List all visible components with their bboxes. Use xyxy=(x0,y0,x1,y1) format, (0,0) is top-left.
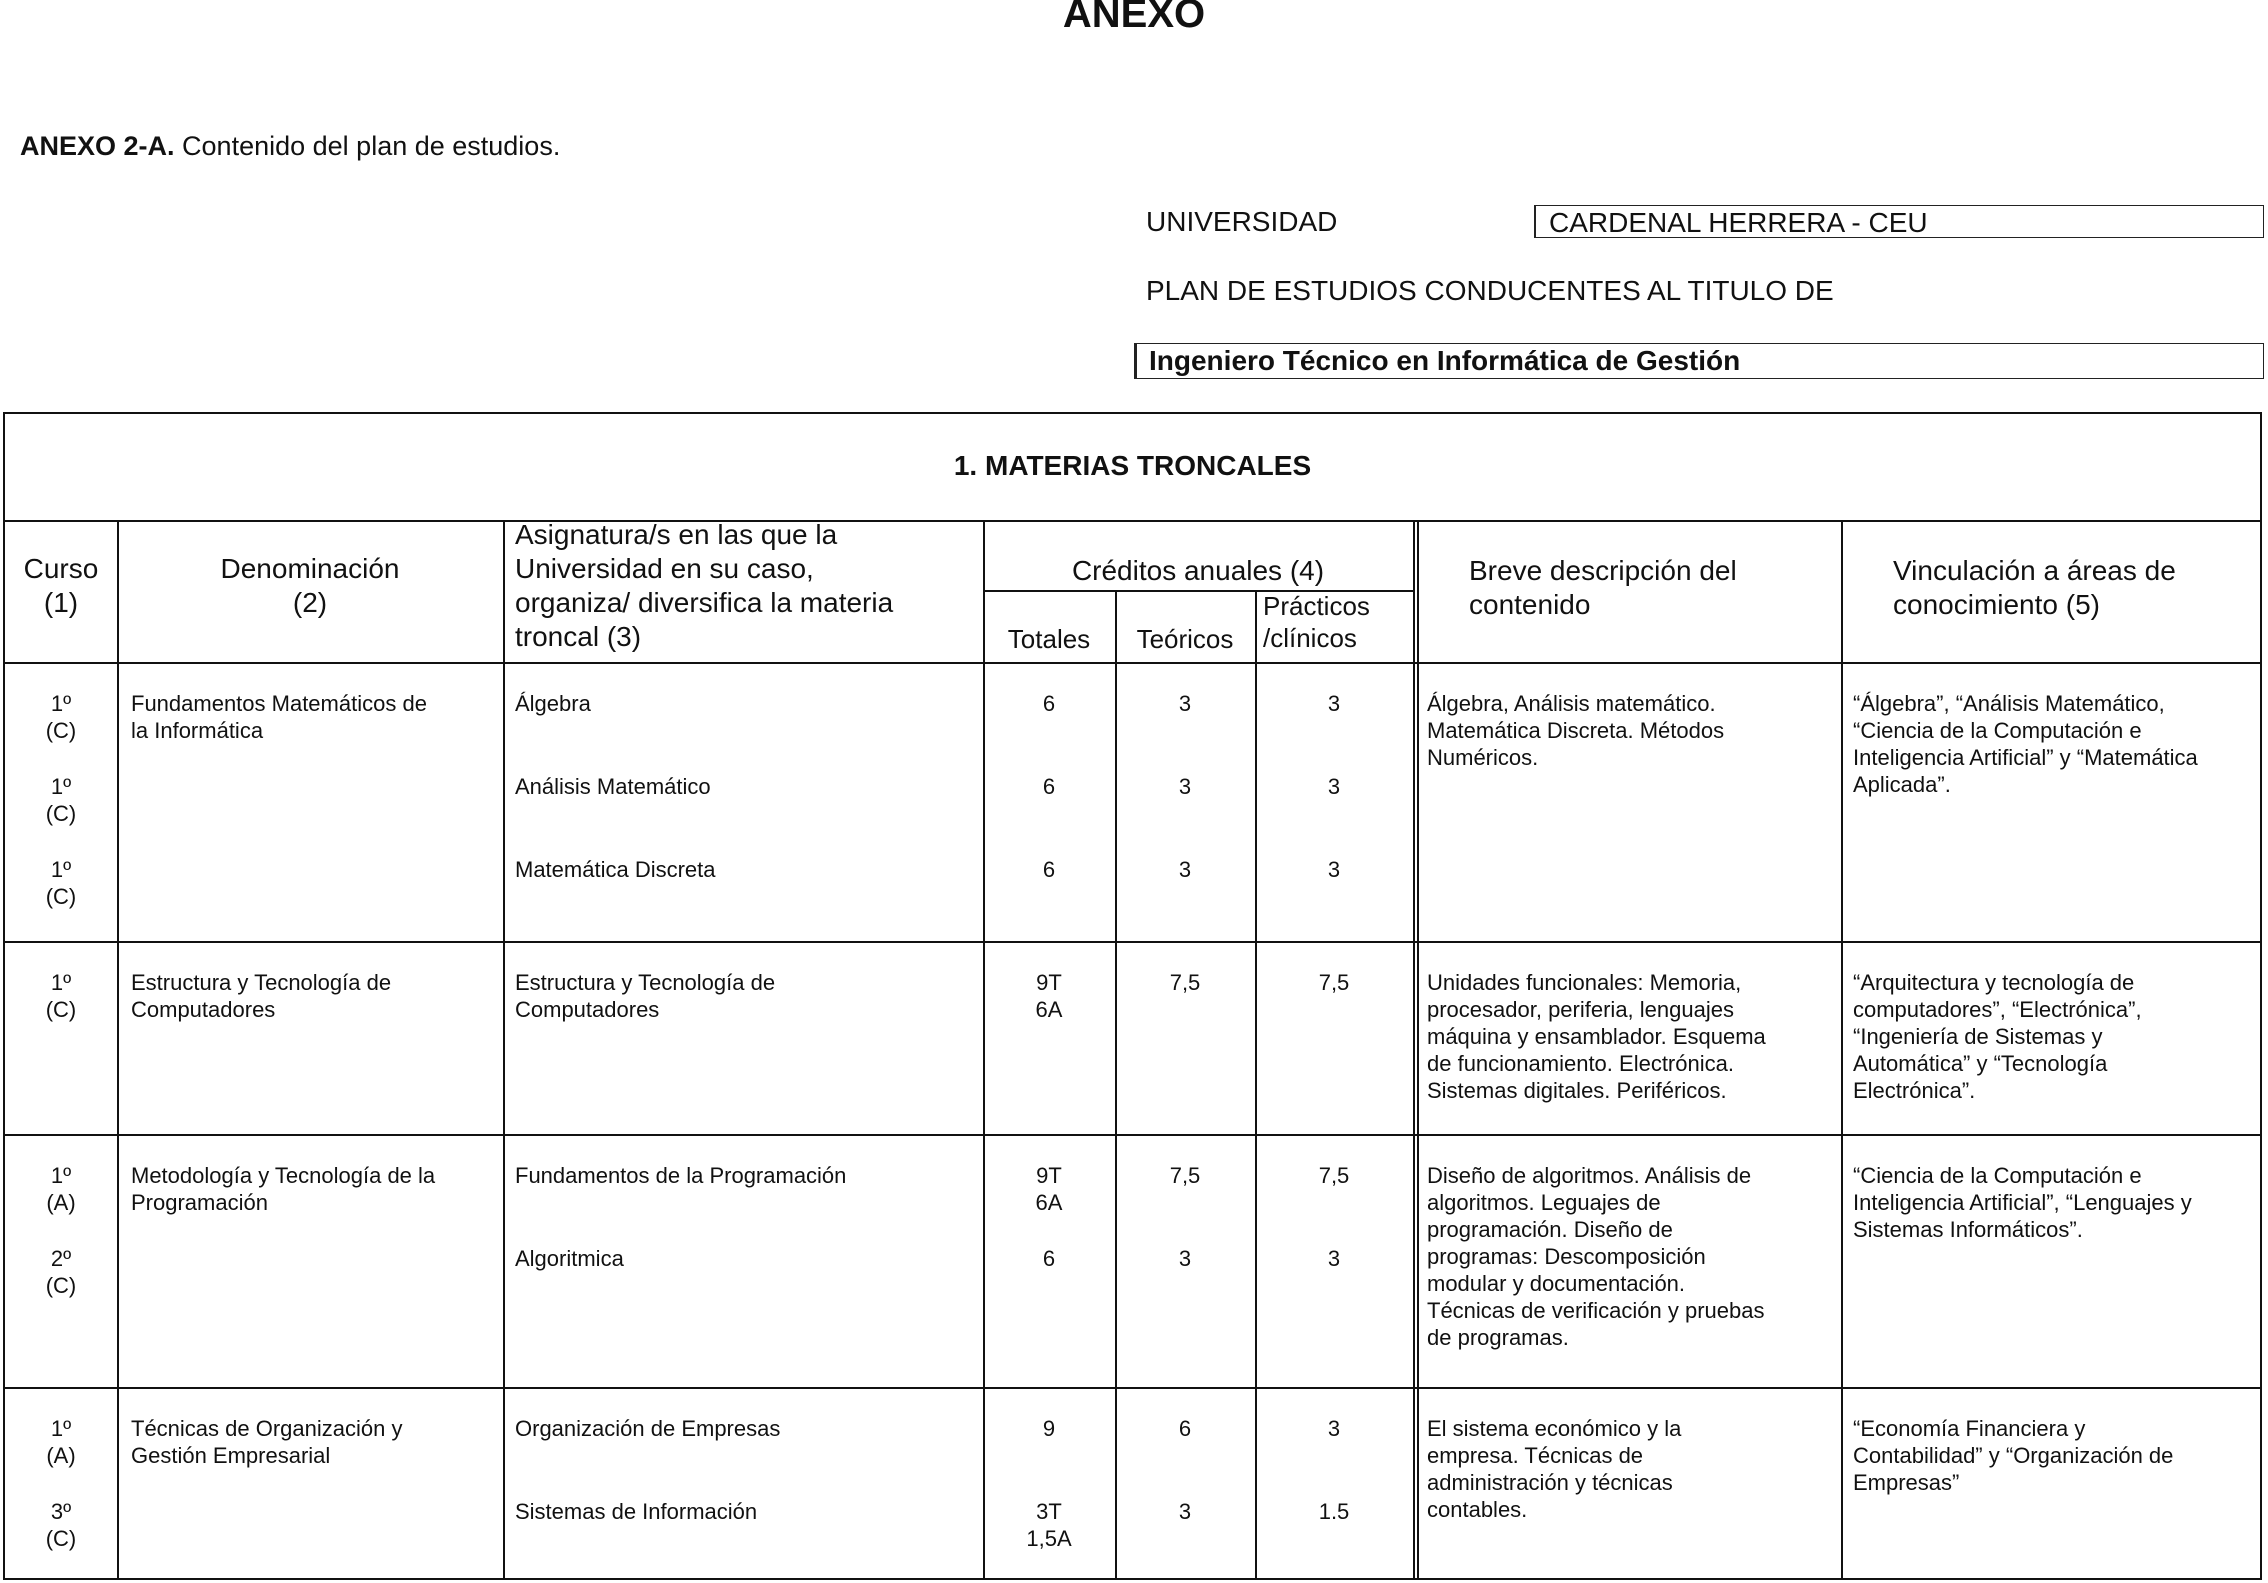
table-rule xyxy=(5,941,2260,943)
descripcion-cell: Álgebra, Análisis matemático. Matemática Discreta. Métodos Numéricos. xyxy=(1427,691,1725,770)
curso-cell: 2º (C) xyxy=(45,1246,77,1298)
teoricos-cell: 7,5 xyxy=(1169,1163,1201,1188)
totales-cell: 3T 1,5A xyxy=(1026,1499,1072,1551)
totales-cell: 6 xyxy=(1042,691,1056,716)
vinculacion-cell: “Álgebra”, “Análisis Matemático, “Ciencia de la Computación e Inteligencia Artificial” y “Matemática Aplicada”. xyxy=(1853,691,2198,797)
teoricos-cell: 3 xyxy=(1178,857,1192,882)
totales-cell: 9T 6A xyxy=(1035,1163,1063,1215)
page-title: ANEXO xyxy=(1062,0,1206,36)
vinculacion-cell: “Arquitectura y tecnología de computadores”, “Electrónica”, “Ingeniería de Sistemas y Automática” y “Tecnología Electrónica”. xyxy=(1853,970,2142,1103)
teoricos-cell: 3 xyxy=(1178,1499,1192,1524)
vinculacion-cell: “Ciencia de la Computación e Inteligencia Artificial”, “Lenguajes y Sistemas Informáticos”. xyxy=(1853,1163,2192,1242)
vinculacion-cell: “Economía Financiera y Contabilidad” y “Organización de Empresas” xyxy=(1853,1416,2174,1495)
descripcion-cell: Diseño de algoritmos. Análisis de algoritmos. Leguajes de programación. Diseño de programas: Descomposición modular y documentación. Técnicas de verificación y pruebas de programas. xyxy=(1427,1163,1765,1350)
asignatura-cell: Sistemas de Información xyxy=(515,1499,758,1524)
practicos-cell: 3 xyxy=(1327,1246,1341,1271)
practicos-cell: 3 xyxy=(1327,774,1341,799)
curso-cell: 3º (C) xyxy=(45,1499,77,1551)
asignatura-cell: Algoritmica xyxy=(515,1246,624,1271)
column-rule xyxy=(1417,520,1419,1580)
totales-cell: 6 xyxy=(1042,774,1056,799)
table-rule xyxy=(5,662,2260,664)
curso-cell: 1º (A) xyxy=(46,1416,76,1468)
asignatura-cell: Matemática Discreta xyxy=(515,857,716,882)
practicos-cell: 3 xyxy=(1327,857,1341,882)
totales-cell: 6 xyxy=(1042,857,1056,882)
denominacion-cell: Técnicas de Organización y Gestión Empresarial xyxy=(131,1416,403,1468)
denominacion-cell: Fundamentos Matemáticos de la Informática xyxy=(131,691,427,743)
teoricos-cell: 7,5 xyxy=(1169,970,1201,995)
table-rule xyxy=(5,1387,2260,1389)
annex-heading xyxy=(20,131,560,162)
section-title: 1. MATERIAS TRONCALES xyxy=(953,450,1312,481)
curso-cell: 1º (C) xyxy=(45,857,77,909)
practicos-cell: 3 xyxy=(1327,1416,1341,1441)
curso-cell: 1º (C) xyxy=(45,970,77,1022)
table-rule xyxy=(5,520,2260,522)
teoricos-cell: 3 xyxy=(1178,691,1192,716)
totales-cell: 9 xyxy=(1042,1416,1056,1441)
header-asignaturas: Asignatura/s en las que la Universidad en su caso, organiza/ diversifica la materia troncal (3) xyxy=(515,519,894,652)
practicos-cell: 7,5 xyxy=(1318,970,1350,995)
header-vinculacion: Vinculación a áreas de conocimiento (5) xyxy=(1893,555,2176,620)
header-teoricos: Teóricos xyxy=(1136,624,1234,654)
header-totales: Totales xyxy=(1007,624,1091,654)
asignatura-cell: Fundamentos de la Programación xyxy=(515,1163,847,1188)
curso-cell: 1º (C) xyxy=(45,691,77,743)
table-rule xyxy=(5,1134,2260,1136)
teoricos-cell: 6 xyxy=(1178,1416,1192,1441)
asignatura-cell: Estructura y Tecnología de Computadores xyxy=(515,970,776,1022)
teoricos-cell: 3 xyxy=(1178,774,1192,799)
denominacion-cell: Metodología y Tecnología de la Programación xyxy=(131,1163,436,1215)
column-rule xyxy=(1841,520,1843,1580)
totales-cell: 6 xyxy=(1042,1246,1056,1271)
denominacion-cell: Estructura y Tecnología de Computadores xyxy=(131,970,392,1022)
annex-text: Contenido del plan de estudios. xyxy=(182,131,561,161)
degree-value: Ingeniero Técnico en Informática de Gestión xyxy=(1134,343,2264,379)
practicos-cell: 3 xyxy=(1327,691,1341,716)
header-curso: Curso (1) xyxy=(23,553,99,618)
practicos-cell: 7,5 xyxy=(1318,1163,1350,1188)
practicos-cell: 1.5 xyxy=(1318,1499,1350,1524)
column-rule xyxy=(503,520,505,1580)
curso-cell: 1º (A) xyxy=(46,1163,76,1215)
descripcion-cell: Unidades funcionales: Memoria, procesador, periferia, lenguajes máquina y ensamblador. Esquema de funcionamiento. Electrónica. Sistemas digitales. Periféricos. xyxy=(1427,970,1766,1103)
annex-label: ANEXO 2-A. xyxy=(20,131,175,161)
column-rule xyxy=(117,520,119,1580)
curso-cell: 1º (C) xyxy=(45,774,77,826)
asignatura-cell: Álgebra xyxy=(515,691,591,716)
asignatura-cell: Análisis Matemático xyxy=(515,774,711,799)
materias-table xyxy=(3,412,2262,1580)
header-denominacion: Denominación (2) xyxy=(220,553,400,618)
plan-label: PLAN DE ESTUDIOS CONDUCENTES AL TITULO DE xyxy=(1146,275,1834,306)
teoricos-cell: 3 xyxy=(1178,1246,1192,1271)
header-descripcion: Breve descripción del contenido xyxy=(1469,555,1737,620)
university-label: UNIVERSIDAD xyxy=(1146,206,1338,237)
university-value: CARDENAL HERRERA - CEU xyxy=(1534,205,2264,238)
totales-cell: 9T 6A xyxy=(1035,970,1063,1022)
descripcion-cell: El sistema económico y la empresa. Técnicas de administración y técnicas contables. xyxy=(1427,1416,1682,1522)
column-rule xyxy=(1413,520,1415,1580)
header-practicos: Prácticos /clínicos xyxy=(1263,591,1370,653)
asignatura-cell: Organización de Empresas xyxy=(515,1416,781,1441)
header-creditos: Créditos anuales (4) xyxy=(1071,555,1325,586)
